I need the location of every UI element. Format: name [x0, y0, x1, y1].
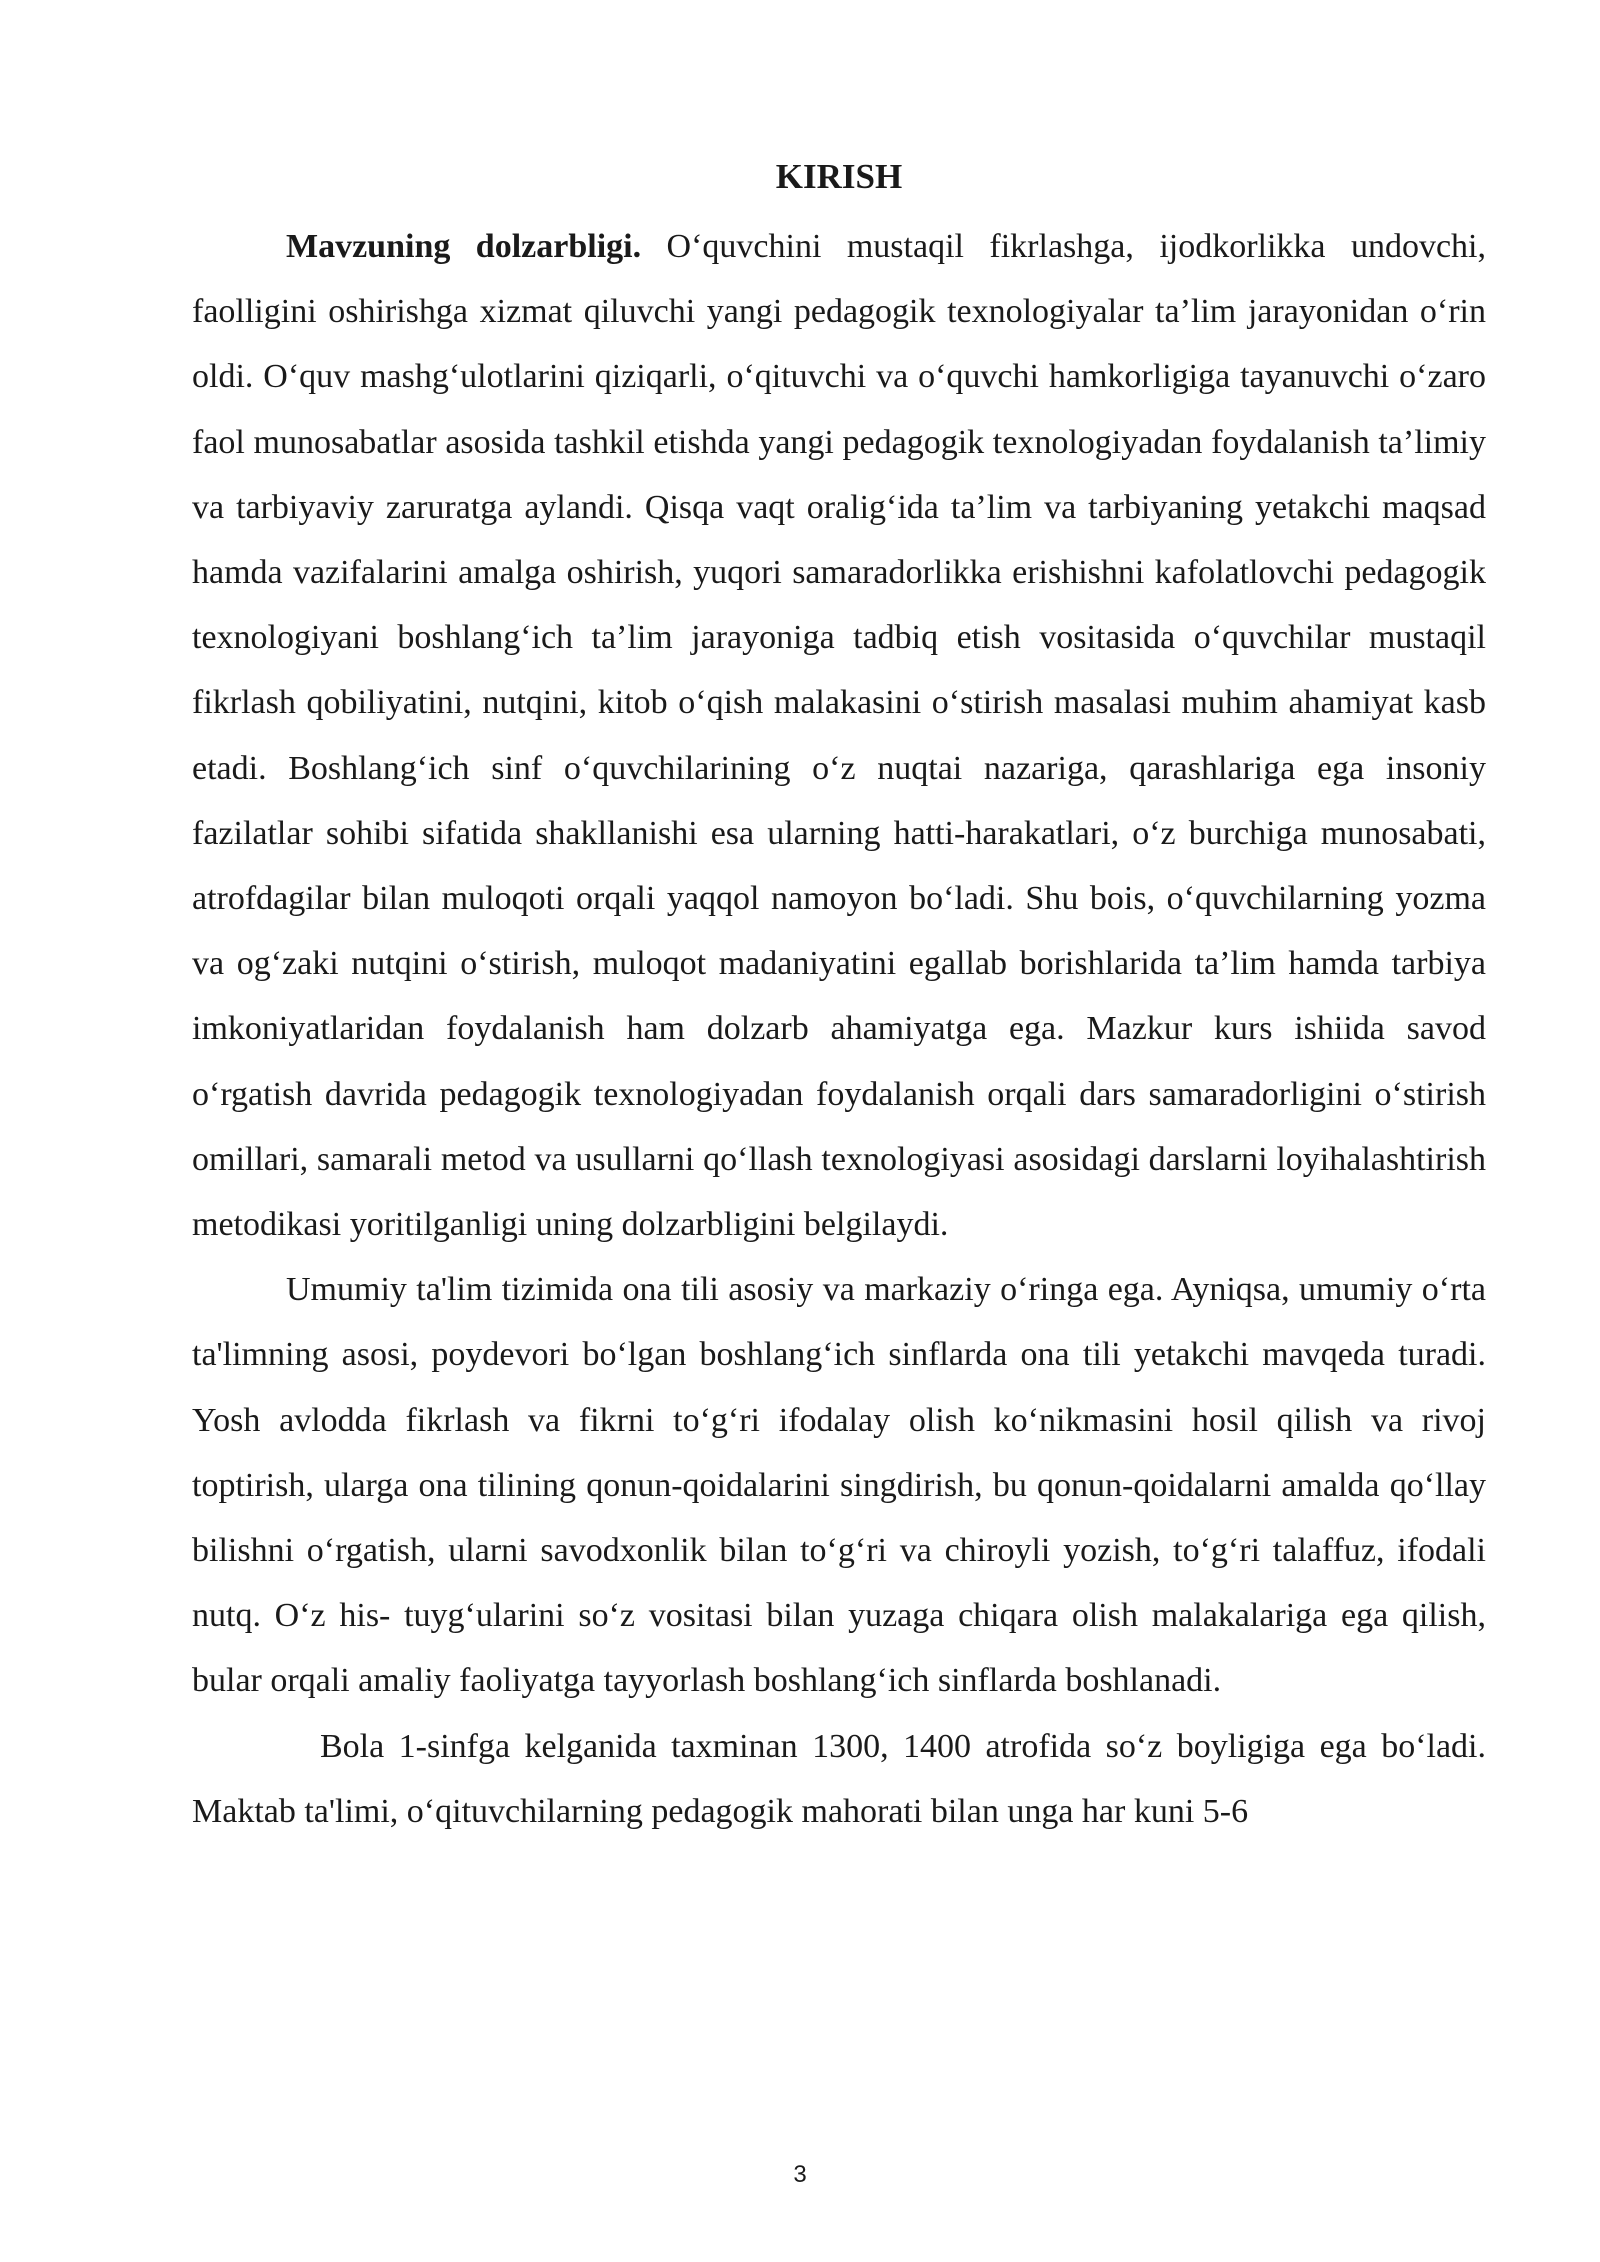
- paragraph-relevance: [192, 214, 1486, 1257]
- paragraph-mother-tongue: Umumiy ta'lim tizimida ona tili asosiy va markaziy o‘ringa ega. Ayniqsa, umumiy o‘rta ta'limning asosi, poydevori bo‘lgan boshlang‘ich sinflarda ona tili yetakchi mavqeda turadi. Yosh avlodda fikrlash va fikrni to‘g‘ri ifodalay olish ko‘nikmasini hosil qilish va rivoj toptirish, ularga ona tilining qonun-qoidalarini singdirish, bu qonun-qoidalarni amalda qo‘llay bilishni o‘rgatish, ularni savodxonlik bilan to‘g‘ri va chiroyli yozish, to‘g‘ri talaffuz, ifodali nutq. O‘z his- tuyg‘ularini so‘z vositasi bilan yuzaga chiqara olish malakalariga ega qilish, bular orqali amaliy faoliyatga tayyorlash boshlang‘ich sinflarda boshlanadi.: [192, 1271, 1486, 1700]
- paragraph-lead: Mavzuning dolzarbligi.: [286, 228, 642, 265]
- paragraph-text: O‘quvchini mustaqil fikrlashga, ijodkorlikka undovchi, faolligini oshirishga xizmat qiluvchi yangi pedagogik texnologiyalar ta’lim jarayonidan o‘rin oldi. O‘quv mashg‘ulotlarini qiziqarli, o‘qituvchi va o‘quvchi hamkorligiga tayanuvchi o‘zaro faol munosabatlar asosida tashkil etishda yangi pedagogik texnologiyadan foydalanish ta’limiy va tarbiyaviy zaruratga aylandi. Qisqa vaqt oralig‘ida ta’lim va tarbiyaning yetakchi maqsad hamda vazifalarini amalga oshirish, yuqori samaradorlikka erishishni kafolatlovchi pedagogik texnologiyani boshlang‘ich ta’lim jarayoniga tadbiq etish vositasida o‘quvchilar mustaqil fikrlash qobiliyatini, nutqini, kitob o‘qish malakasini o‘stirish masalasi muhim ahamiyat kasb etadi. Boshlang‘ich sinf o‘quvchilarining o‘z nuqtai nazariga, qarashlariga ega insoniy fazilatlar sohibi sifatida shakllanishi esa ularning hatti-harakatlari, o‘z burchiga munosabati, atrofdagilar bilan muloqoti orqali yaqqol namoyon bo‘ladi. Shu bois, o‘quvchilarning yozma va og‘zaki nutqini o‘stirish, muloqot madaniyatini egallab borishlarida ta’lim hamda tarbiya imkoniyatlaridan foydalanish ham dolzarb ahamiyatga ega. Mazkur kurs ishiida savod o‘rgatish davrida pedagogik texnologiyadan foydalanish orqali dars samaradorligini o‘stirish omillari, samarali metod va usullarni qo‘llash texnologiyasi asosidagi darslarni loyihalashtirish metodikasi yoritilganligi uning dolzarbligini belgilaydi.: [192, 228, 1486, 1244]
- page-number: 3: [793, 2161, 807, 2188]
- page-title: KIRISH: [775, 157, 903, 196]
- document-body: [192, 150, 1486, 1844]
- paragraph-vocabulary: Bola 1-sinfga kelganida taxminan 1300, 1400 atrofida so‘z boyligiga ega bo‘ladi. Maktab ta'limi, o‘qituvchilarning pedagogik mahorati bilan unga har kuni 5-6: [192, 1727, 1486, 1830]
